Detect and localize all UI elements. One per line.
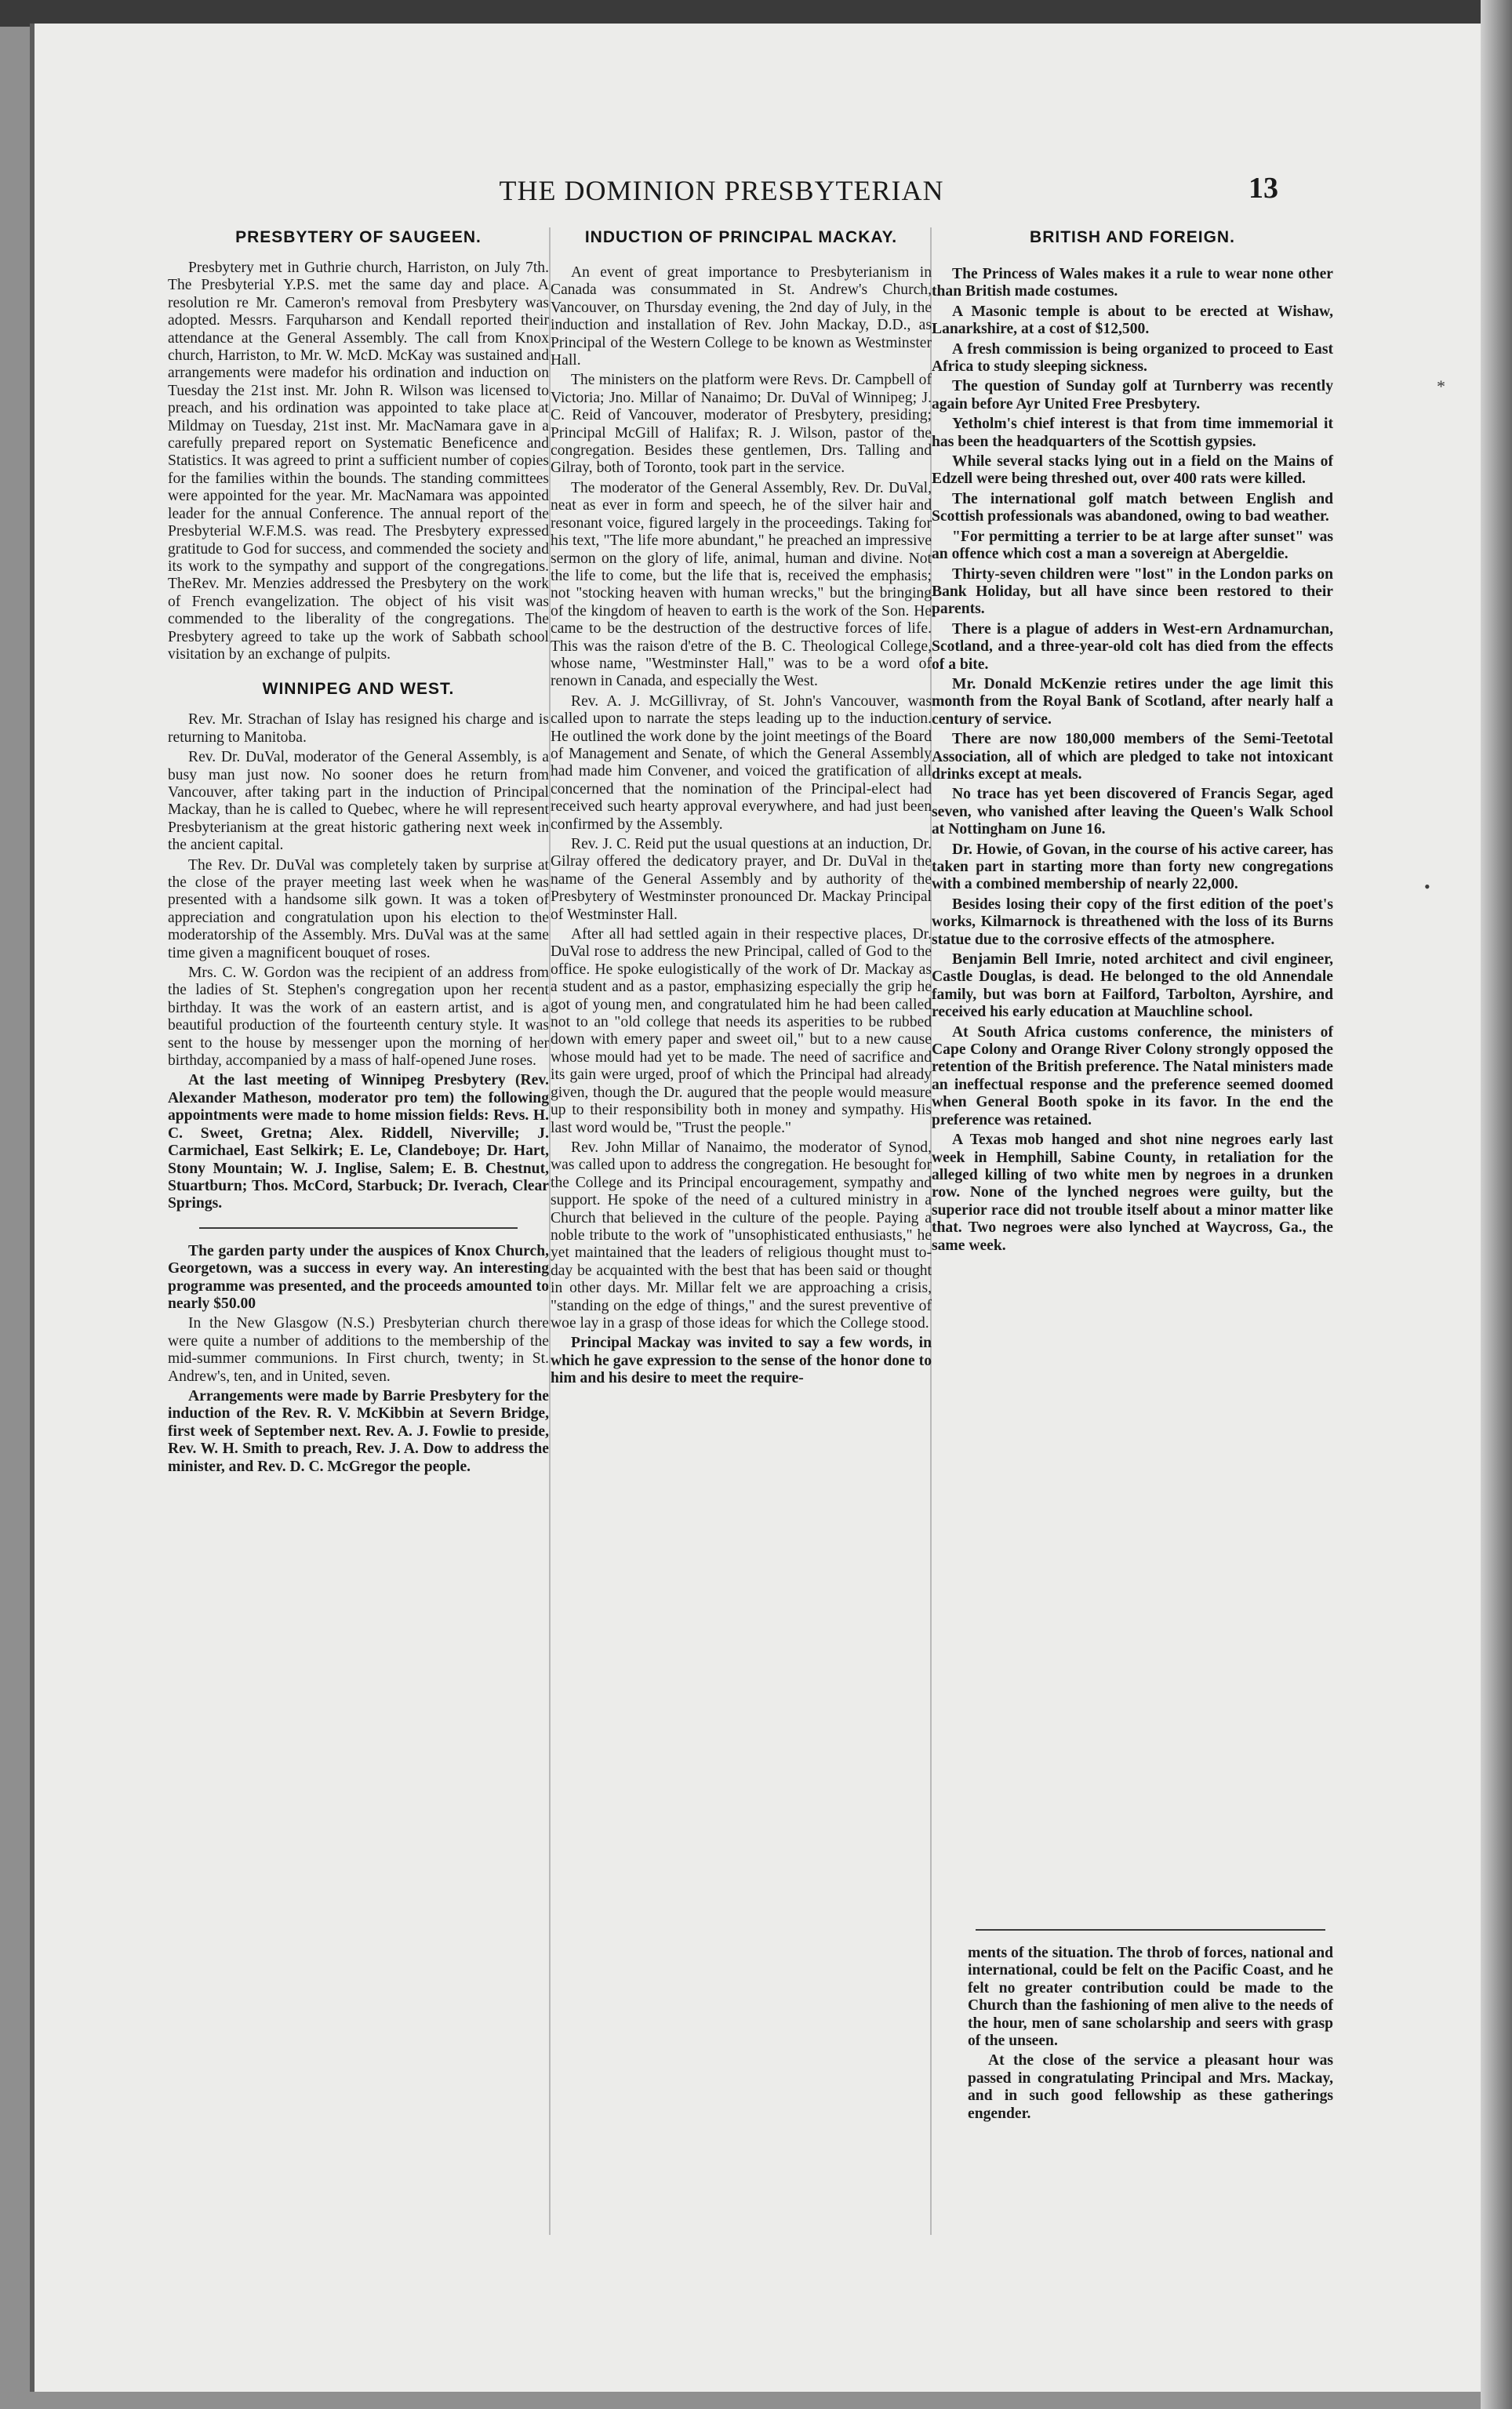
masthead-title: THE DOMINION PRESBYTERIAN (499, 175, 944, 206)
article-paragraph: Rev. Mr. Strachan of Islay has resigned his charge and is returning to Manitoba. (168, 711, 549, 746)
article-paragraph: Principal Mackay was invited to say a few words, in which he gave expression to the sense of the honor done to him and his desire to meet the require- (551, 1335, 932, 1387)
scan-top-edge (0, 0, 1512, 27)
news-item: A fresh commission is being organized to proceed to East Africa to study sleeping sickness. (932, 340, 1333, 376)
heading-presbytery-of-saugeen: PRESBYTERY OF SAUGEEN. (235, 228, 482, 246)
margin-mark: • (1424, 877, 1430, 896)
news-item: There is a plague of adders in West-ern Ardnamurchan, Scotland, and a three-year-old colt has died from the effects of a bite. (932, 620, 1333, 673)
article-paragraph: At the last meeting of Winnipeg Presbytery (Rev. Alexander Matheson, moderator pro tem) the following appointments were made to home mission fields: Revs. H. C. Sweet, Gretna; Alex. Riddell, Niverville; J. Carmichael, East Selkirk; E. Le, Clandeboye; Dr. Hart, Stony Mountain; W. J. Inglise, Salem; E. B. Chestnut, Stuartburn; Thos. McCord, Starbuck; Dr. Iverach, Clear Springs. (168, 1072, 549, 1212)
article-paragraph: At the close of the service a pleasant hour was passed in congratulating Principal and Mrs. Mackay, and in such good fellowship as these gatherings engender. (968, 2052, 1333, 2122)
article-paragraph: Mrs. C. W. Gordon was the recipient of an address from the ladies of St. Stephen's congregation upon her recent birthday. It was the work of an eastern artist, and is a beautiful production of the fourteenth century style. It was sent to the house by messenger upon the morning of her birthday, accompanied by a mass of half-opened June roses. (168, 965, 549, 1070)
news-item: At South Africa customs conference, the ministers of Cape Colony and Orange River Colony strongly opposed the retention of the British preference. The Natal ministers made an ineffectual response and the preference seemed doomed when General Booth spoke in its favor. In the end the preference was retained. (932, 1023, 1333, 1128)
news-item: While several stacks lying out in a field on the Mains of Edzell were being threshed out, over 400 rats were killed. (932, 453, 1333, 488)
article-paragraph: An event of great importance to Presbyterianism in Canada was consummated in St. Andrew's Church, Vancouver, on Thursday evening, the 2nd day of July, in the induction and installation of Rev. John Mackay, D.D., as Principal of the Western College to be known as Westminster Hall. (551, 264, 932, 369)
page-number: 13 (1248, 172, 1278, 205)
article-paragraph: The ministers on the platform were Revs. Dr. Campbell of Victoria; Jno. Millar of Nanaimo; Dr. DuVal of Winnipeg; J. C. Reid of Vancouver, moderator of Presbytery, presiding; Principal McGill of Halifax; R. J. Wilson, pastor of the congregation. Besides these gentlemen, Drs. Talling and Gilray, both of Toronto, took part in the service. (551, 372, 932, 477)
news-item: The international golf match between English and Scottish professionals was abandoned, owing to bad weather. (932, 490, 1333, 525)
news-item: The Princess of Wales makes it a rule to wear none other than British made costumes. (932, 266, 1333, 300)
news-item: "For permitting a terrier to be at large after sunset" was an offence which cost a man a sovereign at Abergeldie. (932, 528, 1333, 563)
column-1 (168, 223, 549, 1478)
article-paragraph: After all had settled again in their respective places, Dr. DuVal rose to address the new Principal, called of God to the office. He spoke eulogistically of the work of Dr. Mackay as a student and as a pastor, emphasizing especially the grip he got of young men, and congratulated him he had been called not to an "old college that needs its asperities to be rubbed down with emery paper and sweet oil," but to a new cause whose mould had yet to be made. The need of sacrifice and its gain were urged, proof of which the Principal had already given, though the Dr. augured that the people would measure up to their responsibility both in money and sympathy. His last word would be, "Trust the people." (551, 926, 932, 1136)
news-item: No trace has yet been discovered of Francis Segar, aged seven, who vanished after leaving the Queen's Walk School at Nottingham on June 16. (932, 786, 1333, 838)
news-item: Yetholm's chief interest is that from time immemorial it has been the headquarters of the Scottish gypsies. (932, 416, 1333, 450)
article-paragraph: Rev. Dr. DuVal, moderator of the General Assembly, is a busy man just now. No sooner does he return from Vancouver, after taking part in the induction of Principal Mackay, than he is called to Quebec, where he will represent Presbyterianism at the great historic gathering next week in the ancient capital. (168, 749, 549, 854)
column-3 (932, 223, 1333, 1257)
article-paragraph: Rev. J. C. Reid put the usual questions at an induction, Dr. Gilray offered the dedicatory prayer, and Dr. DuVal in the name of the General Assembly and by authority of the Presbytery of Westminster pronounced Dr. Mackay Principal of Westminster Hall. (551, 836, 932, 923)
article-paragraph: Presbytery met in Guthrie church, Harriston, on July 7th. The Presbyterial Y.P.S. met the same day and place. A resolution re Mr. Cameron's removal from Presbytery was adopted. Messrs. Farquharson and Kendall reported their attendance at the General Assembly. The call from Knox church, Harriston, to Mr. W. McD. McKay was sustained and arrangements were madefor his ordination and induction on Tuesday the 21st inst. Mr. John R. Wilson was licensed to preach, and his ordination was appointed to take place at Mildmay on Tuesday, 21st inst. Mr. MacNamara gave in a carefully prepared report on Systematic Beneficence and Statistics. It was agreed to print a sufficient number of copies for the families within the bounds. The standing committees were appointed for the year. Mr. MacNamara was appointed leader for the annual Conference. The annual report of the Presbyterial W.F.M.S. was read. The Presbytery expressed gratitude to God for success, and commended the society and its work to the sympathy and support of the congregations. TheRev. Mr. Menzies addressed the Presbytery on the work of French evangelization. The object of his visit was commended to the liberality of the congregations. The Presbytery agreed to take up the work of Sabbath school visitation by an exchange of pulpits. (168, 260, 549, 663)
article-paragraph: Rev. A. J. McGillivray, of St. John's Vancouver, was called upon to narrate the steps leading up to the induction. He outlined the work done by the joint meetings of the Board of Management and Senate, of which the General Assembly had made him Convener, and voiced the gratification of all concerned that the nomination of the Principal-elect had received such hearty approval everywhere, and had just been confirmed by the Assembly. (551, 692, 932, 833)
news-item: A Masonic temple is about to be erected at Wishaw, Lanarkshire, at a cost of $12,500. (932, 303, 1333, 338)
section-rule (199, 1227, 518, 1229)
scan-right-edge (1481, 0, 1512, 2409)
news-item: A Texas mob hanged and shot nine negroes early last week in Hemphill, Sabine County, in retaliation for the alleged killing of two white men by negroes in a drunken row. None of the lynched negroes were guilty, but the superior race did not trouble itself about a minor matter like that. Two negroes were also lynched at Waycross, Ga., the same week. (932, 1132, 1333, 1254)
article-paragraph: The moderator of the General Assembly, Rev. Dr. DuVal, neat as ever in form and speech, he of the silver hair and resonant voice, figured largely in the proceedings. Taking for his text, "The life more abundant," he preached an impressive sermon on the glory of life, animal, human and divine. Not the life to come, but the life that is, received the emphasis; not "stocking heaven with human wrecks," but the bringing of the kingdom of heaven to earth is the work of the Son. He came to be the destruction of the destructive forces of life. This was the raison d'etre of the B. C. Theological College, whose name, "Westminster Hall," was to be a word of renown in Canada, and especially the West. (551, 479, 932, 690)
news-item: The question of Sunday golf at Turnberry was recently again before Ayr United Free Presbytery. (932, 378, 1333, 412)
news-item: There are now 180,000 members of the Semi-Teetotal Association, all of which are pledged to take not intoxicant drinks except at meals. (932, 731, 1333, 783)
article-paragraph: Rev. John Millar of Nanaimo, the moderator of Synod, was called upon to address the congregation. He besought for the College and its Principal encouragement, sympathy and support. He spoke of the need of a cultured ministry in a Church that believed in the culture of the people. Paying a noble tribute to the work of "unsophisticated enthusiasts," he yet maintained that the leaders of religious thought must to-day be acquainted with the best that has been said or thought in other days. Mr. Millar felt we are approaching a crisis, "standing on the edge of things," and the surest preventive of woe lay in a grasp of those ideas for which the College stood. (551, 1139, 932, 1332)
article-paragraph: The Rev. Dr. DuVal was completely taken by surprise at the close of the prayer meeting last week when he was presented with a handsome silk gown. It was a token of appreciation and congratulation upon his election to the moderatorship of the Assembly. Mrs. DuVal was at the same time given a magnificent bouquet of roses. (168, 856, 549, 961)
news-item: Mr. Donald McKenzie retires under the age limit this month from the Royal Bank of Scotland, after nearly half a century of service. (932, 675, 1333, 728)
article-paragraph: In the New Glasgow (N.S.) Presbyterian church there were quite a number of additions to the membership of the mid-summer communions. In First church, twenty; in St. Andrew's, ten, and in United, seven. (168, 1315, 549, 1385)
article-paragraph: ments of the situation. The throb of forces, national and international, could be felt on the Pacific Coast, and he felt no greater contribution could be made to the Church than the fashioning of men alive to the needs of the hour, men of sane scholarship and seers with grasp of the unseen. (968, 1945, 1333, 2050)
news-item: Benjamin Bell Imrie, noted architect and civil engineer, Castle Douglas, is dead. He belonged to the old Annendale family, but was born at Failford, Tarbolton, Ayrshire, and received his early education at Mauchline school. (932, 951, 1333, 1021)
article-paragraph: The garden party under the auspices of Knox Church, Georgetown, was a success in every way. An interesting programme was presented, and the proceeds amounted to nearly $50.00 (168, 1242, 549, 1312)
column-2 (551, 223, 932, 1390)
section-rule (976, 1929, 1325, 1931)
margin-mark: * (1437, 376, 1445, 396)
article-paragraph: Arrangements were made by Barrie Presbytery for the induction of the Rev. R. V. McKibbin at Severn Bridge, first week of September next. Rev. A. J. Fowlie to preside, Rev. W. H. Smith to preach, Rev. J. A. Dow to address the minister, and Rev. D. C. McGregor the people. (168, 1387, 549, 1475)
news-item: Thirty-seven children were "lost" in the London parks on Bank Holiday, but all have since been restored to their parents. (932, 565, 1333, 618)
news-item: Dr. Howie, of Govan, in the course of his active career, has taken part in starting more than forty new congregations with a combined membership of nearly 22,000. (932, 841, 1333, 893)
column-3-continuation (968, 1929, 1333, 2125)
heading-induction-of-principal-mackay: INDUCTION OF PRINCIPAL MACKAY. (584, 228, 898, 246)
news-item: Besides losing their copy of the first edition of the poet's works, Kilmarnock is threathened with the loss of its Burns statue due to the corrosive effects of the atmosphere. (932, 896, 1333, 948)
heading-winnipeg-and-west: WINNIPEG AND WEST. (262, 680, 455, 699)
heading-british-and-foreign: BRITISH AND FOREIGN. (1030, 228, 1235, 246)
